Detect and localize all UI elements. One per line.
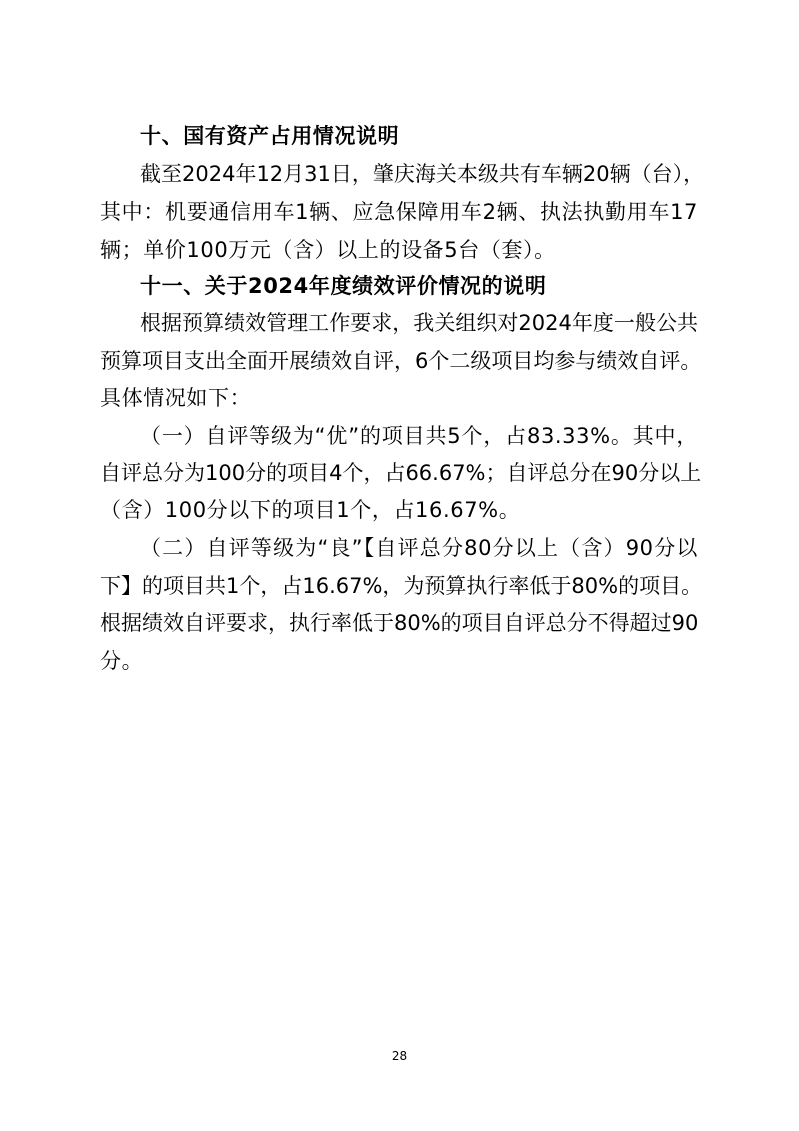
paragraph-line: 辆；单价100万元（含）以上的设备5台（套）。 <box>100 238 556 262</box>
paragraph-line: （一）自评等级为“优”的项目共5个，占83.33%。其中， <box>140 424 698 448</box>
paragraph-line: 具体情况如下： <box>100 386 252 410</box>
paragraph-line: （二）自评等级为“良”【自评总分80分以上（含）90分以 <box>140 536 698 560</box>
paragraph-line: 其中：机要通信用车1辆、应急保障用车2辆、执法执勤用车17 <box>100 200 698 224</box>
paragraph-line: 根据预算绩效管理工作要求，我关组织对2024年度一般公共 <box>140 311 698 335</box>
paragraph-line: 分。 <box>100 649 144 673</box>
paragraph-line: 根据绩效自评要求，执行率低于80%的项目自评总分不得超过90 <box>100 611 699 635</box>
paragraph-line: 下】的项目共1个，占16.67%，为预算执行率低于80%的项目。 <box>100 574 703 598</box>
page-number: 28 <box>391 1049 408 1063</box>
section-11-heading: 十一、关于2024年度绩效评价情况的说明 <box>140 274 547 298</box>
section-10-heading: 十、国有资产占用情况说明 <box>140 124 400 148</box>
paragraph-line: 自评总分为100分的项目4个，占66.67%；自评总分在90分以上 <box>100 461 702 485</box>
paragraph-line: 截至2024年12月31日，肇庆海关本级共有车辆20辆（台）， <box>140 162 705 186</box>
paragraph-line: （含）100分以下的项目1个，占16.67%。 <box>100 498 521 522</box>
paragraph-line: 预算项目支出全面开展绩效自评，6个二级项目均参与绩效自评。 <box>100 349 702 373</box>
